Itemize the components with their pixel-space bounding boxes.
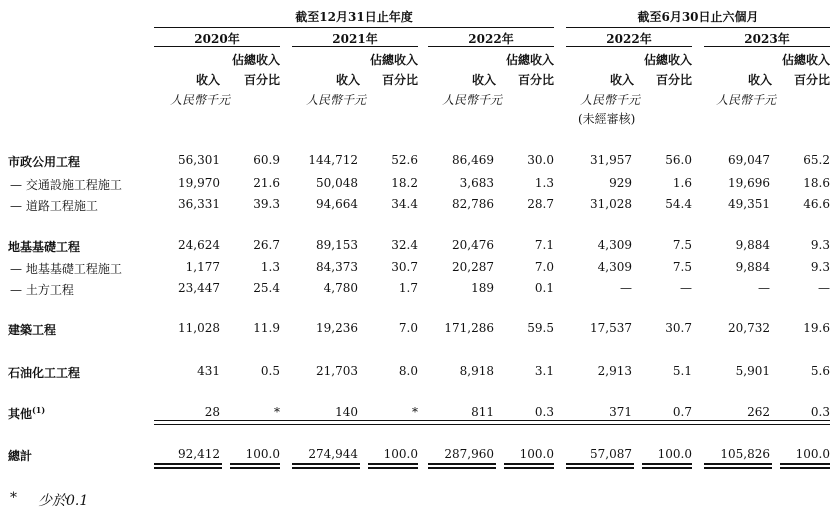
- revenue-cell: 84,373: [316, 260, 358, 274]
- row-label: [8, 405, 45, 422]
- row-label: [10, 197, 98, 214]
- pct-cell: 30.7: [391, 260, 418, 274]
- unit-label: 人民幣千元: [442, 93, 503, 107]
- revenue-cell: 2,913: [597, 364, 632, 378]
- revenue-cell: 9,884: [735, 238, 770, 252]
- revenue-cell: 140: [335, 405, 358, 419]
- year-header: 2021年: [332, 32, 378, 46]
- total-rule: [566, 463, 634, 465]
- total-rule: [780, 467, 830, 469]
- total-rule: [566, 467, 634, 469]
- revenue-cell: 929: [609, 176, 632, 190]
- total-rule: [368, 467, 418, 469]
- revenue-cell: 50,048: [316, 176, 358, 190]
- year-header: 2023年: [744, 32, 790, 46]
- revenue-cell: 8,918: [459, 364, 494, 378]
- pct-cell: 0.3: [534, 405, 554, 419]
- total-rule: [704, 463, 772, 465]
- pct-cell: 100.0: [519, 447, 554, 461]
- pct-cell: 5.6: [810, 364, 830, 378]
- pct-cell: 19.6: [803, 321, 830, 335]
- revenue-cell: 811: [471, 405, 494, 419]
- pct-cell: 100.0: [657, 447, 692, 461]
- footnote-marker: *: [10, 490, 17, 506]
- pre-total-rule: [154, 420, 830, 421]
- pct-header-line1: 佔總收入: [505, 53, 554, 67]
- total-rule: [642, 463, 692, 465]
- row-label-text: 其他: [8, 407, 33, 421]
- total-rule: [642, 467, 692, 469]
- pct-cell: 18.6: [803, 176, 830, 190]
- total-rule: [154, 463, 222, 465]
- pct-cell: 5.1: [672, 364, 692, 378]
- pct-header-line2: 百分比: [381, 73, 418, 87]
- row-label-text: 地基基礎工程: [8, 240, 81, 254]
- pct-cell: 34.4: [391, 197, 418, 211]
- unit-label: 人民幣千元: [306, 93, 367, 107]
- revenue-cell: 57,087: [590, 447, 632, 461]
- total-rule: [504, 463, 554, 465]
- revenue-cell: 371: [609, 405, 632, 419]
- pct-cell: 7.5: [672, 238, 692, 252]
- year-underline: [292, 46, 418, 47]
- revenue-cell: 189: [471, 281, 494, 295]
- pct-cell: —: [818, 281, 830, 295]
- revenue-cell: 19,970: [178, 176, 220, 190]
- revenue-cell: 5,901: [735, 364, 770, 378]
- revenue-cell: 94,664: [316, 197, 358, 211]
- row-label: [10, 260, 122, 277]
- revenue-cell: 82,786: [452, 197, 494, 211]
- revenue-cell: 20,732: [728, 321, 770, 335]
- unit-label: 人民幣千元: [170, 93, 231, 107]
- pct-cell: 7.5: [672, 260, 692, 274]
- revenue-cell: 20,476: [452, 238, 494, 252]
- row-label: [8, 153, 80, 170]
- row-label: [10, 281, 74, 298]
- revenue-cell: 274,944: [308, 447, 358, 461]
- pct-cell: 30.7: [665, 321, 692, 335]
- revenue-cell: 11,028: [178, 321, 220, 335]
- row-label-text: — 地基基礎工程施工: [10, 262, 122, 276]
- pct-header-line2: 百分比: [517, 73, 554, 87]
- revenue-cell: —: [620, 281, 632, 295]
- row-label-text: 建築工程: [8, 323, 57, 337]
- pct-cell: 1.3: [534, 176, 554, 190]
- revenue-cell: 36,331: [178, 197, 220, 211]
- row-label-text: — 土方工程: [10, 283, 74, 297]
- revenue-cell: 92,412: [178, 447, 220, 461]
- revenue-cell: 19,696: [728, 176, 770, 190]
- row-label-text: 總計: [8, 449, 33, 463]
- pct-cell: 46.6: [803, 197, 830, 211]
- revenue-cell: 20,287: [452, 260, 494, 274]
- pct-cell: 21.6: [253, 176, 280, 190]
- revenue-cell: 262: [747, 405, 770, 419]
- year-header: 2022年: [606, 32, 652, 46]
- pct-header-line2: 百分比: [243, 73, 280, 87]
- pct-header-line1: 佔總收入: [643, 53, 692, 67]
- revenue-header: 收入: [195, 73, 220, 87]
- revenue-header: 收入: [471, 73, 496, 87]
- unit-label: 人民幣千元: [716, 93, 777, 107]
- pct-cell: 56.0: [665, 153, 692, 167]
- pct-header-line2: 百分比: [793, 73, 830, 87]
- pct-cell: *: [274, 405, 280, 419]
- pct-cell: 9.3: [810, 238, 830, 252]
- total-rule: [230, 467, 280, 469]
- pct-cell: 8.0: [398, 364, 418, 378]
- revenue-header: 收入: [609, 73, 634, 87]
- year-underline: [154, 46, 280, 47]
- pct-cell: 0.3: [810, 405, 830, 419]
- pct-cell: 11.9: [253, 321, 280, 335]
- row-label-text: — 交通設施工程施工: [10, 178, 122, 192]
- pct-header-line1: 佔總收入: [369, 53, 418, 67]
- pct-cell: 26.7: [253, 238, 280, 252]
- revenue-cell: 4,309: [597, 238, 632, 252]
- revenue-cell: 86,469: [452, 153, 494, 167]
- year-header: 2020年: [194, 32, 240, 46]
- year-header: 2022年: [468, 32, 514, 46]
- revenue-header: 收入: [747, 73, 772, 87]
- period-header-six-months: 截至6月30日止六個月: [637, 10, 759, 24]
- revenue-cell: 171,286: [444, 321, 494, 335]
- row-label: [8, 447, 32, 464]
- pct-cell: 1.7: [398, 281, 418, 295]
- total-rule: [230, 463, 280, 465]
- row-label: [10, 176, 122, 193]
- total-rule: [704, 467, 772, 469]
- unaudited-label: (未經審核): [578, 112, 636, 126]
- revenue-cell: 49,351: [728, 197, 770, 211]
- revenue-cell: 17,537: [590, 321, 632, 335]
- pct-cell: 7.1: [534, 238, 554, 252]
- total-rule: [154, 467, 222, 469]
- pct-cell: 3.1: [534, 364, 554, 378]
- revenue-cell: 31,957: [590, 153, 632, 167]
- unit-label: 人民幣千元: [580, 93, 641, 107]
- revenue-cell: 9,884: [735, 260, 770, 274]
- revenue-cell: 431: [197, 364, 220, 378]
- period-underline-six-months: [566, 27, 830, 28]
- period-underline-full-year: [154, 27, 554, 28]
- row-label-text: 石油化工工程: [8, 366, 81, 380]
- pct-header-line2: 百分比: [655, 73, 692, 87]
- year-underline: [428, 46, 554, 47]
- revenue-cell: 89,153: [316, 238, 358, 252]
- row-label: [8, 321, 56, 338]
- pct-cell: 100.0: [795, 447, 830, 461]
- revenue-cell: 69,047: [728, 153, 770, 167]
- revenue-cell: 3,683: [459, 176, 494, 190]
- revenue-cell: 4,780: [323, 281, 358, 295]
- pct-cell: 100.0: [383, 447, 418, 461]
- pct-cell: 60.9: [253, 153, 280, 167]
- total-rule: [428, 467, 496, 469]
- pct-cell: 52.6: [391, 153, 418, 167]
- revenue-cell: 21,703: [316, 364, 358, 378]
- revenue-cell: 4,309: [597, 260, 632, 274]
- pct-cell: 0.5: [260, 364, 280, 378]
- pct-cell: 9.3: [810, 260, 830, 274]
- year-underline: [566, 46, 692, 47]
- revenue-cell: —: [758, 281, 770, 295]
- total-rule: [428, 463, 496, 465]
- revenue-header: 收入: [335, 73, 360, 87]
- pct-cell: 1.3: [260, 260, 280, 274]
- pct-cell: 65.2: [803, 153, 830, 167]
- pct-header-line1: 佔總收入: [781, 53, 830, 67]
- revenue-cell: 23,447: [178, 281, 220, 295]
- total-rule: [368, 463, 418, 465]
- revenue-cell: 28: [204, 405, 220, 419]
- year-underline: [704, 46, 830, 47]
- pct-cell: 59.5: [527, 321, 554, 335]
- pct-cell: 54.4: [665, 197, 692, 211]
- revenue-cell: 1,177: [185, 260, 220, 274]
- total-rule: [780, 463, 830, 465]
- pct-cell: 18.2: [391, 176, 418, 190]
- revenue-cell: 56,301: [178, 153, 220, 167]
- pct-header-line1: 佔總收入: [231, 53, 280, 67]
- revenue-cell: 24,624: [178, 238, 220, 252]
- revenue-cell: 287,960: [444, 447, 494, 461]
- pct-cell: 7.0: [534, 260, 554, 274]
- row-label-text: — 道路工程施工: [10, 199, 98, 213]
- total-rule: [292, 463, 360, 465]
- pct-cell: 32.4: [391, 238, 418, 252]
- total-rule: [292, 467, 360, 469]
- pct-cell: 100.0: [245, 447, 280, 461]
- pct-cell: 39.3: [253, 197, 280, 211]
- row-label: [8, 364, 80, 381]
- pct-cell: 1.6: [672, 176, 692, 190]
- pct-cell: —: [680, 281, 692, 295]
- pct-cell: 25.4: [253, 281, 280, 295]
- pre-total-rule: [154, 424, 830, 425]
- row-label-text: 市政公用工程: [8, 155, 81, 169]
- pct-cell: 0.1: [534, 281, 554, 295]
- period-header-full-year: 截至12月31日止年度: [295, 10, 413, 24]
- revenue-cell: 31,028: [590, 197, 632, 211]
- row-label: [8, 238, 80, 255]
- revenue-cell: 144,712: [308, 153, 358, 167]
- pct-cell: 28.7: [527, 197, 554, 211]
- total-rule: [504, 467, 554, 469]
- pct-cell: 30.0: [527, 153, 554, 167]
- pct-cell: 0.7: [672, 405, 692, 419]
- footnote-ref: (1): [32, 405, 46, 415]
- pct-cell: 7.0: [398, 321, 418, 335]
- revenue-cell: 105,826: [720, 447, 770, 461]
- pct-cell: *: [412, 405, 418, 419]
- footnote-text: 少於0.1: [38, 493, 89, 509]
- revenue-cell: 19,236: [316, 321, 358, 335]
